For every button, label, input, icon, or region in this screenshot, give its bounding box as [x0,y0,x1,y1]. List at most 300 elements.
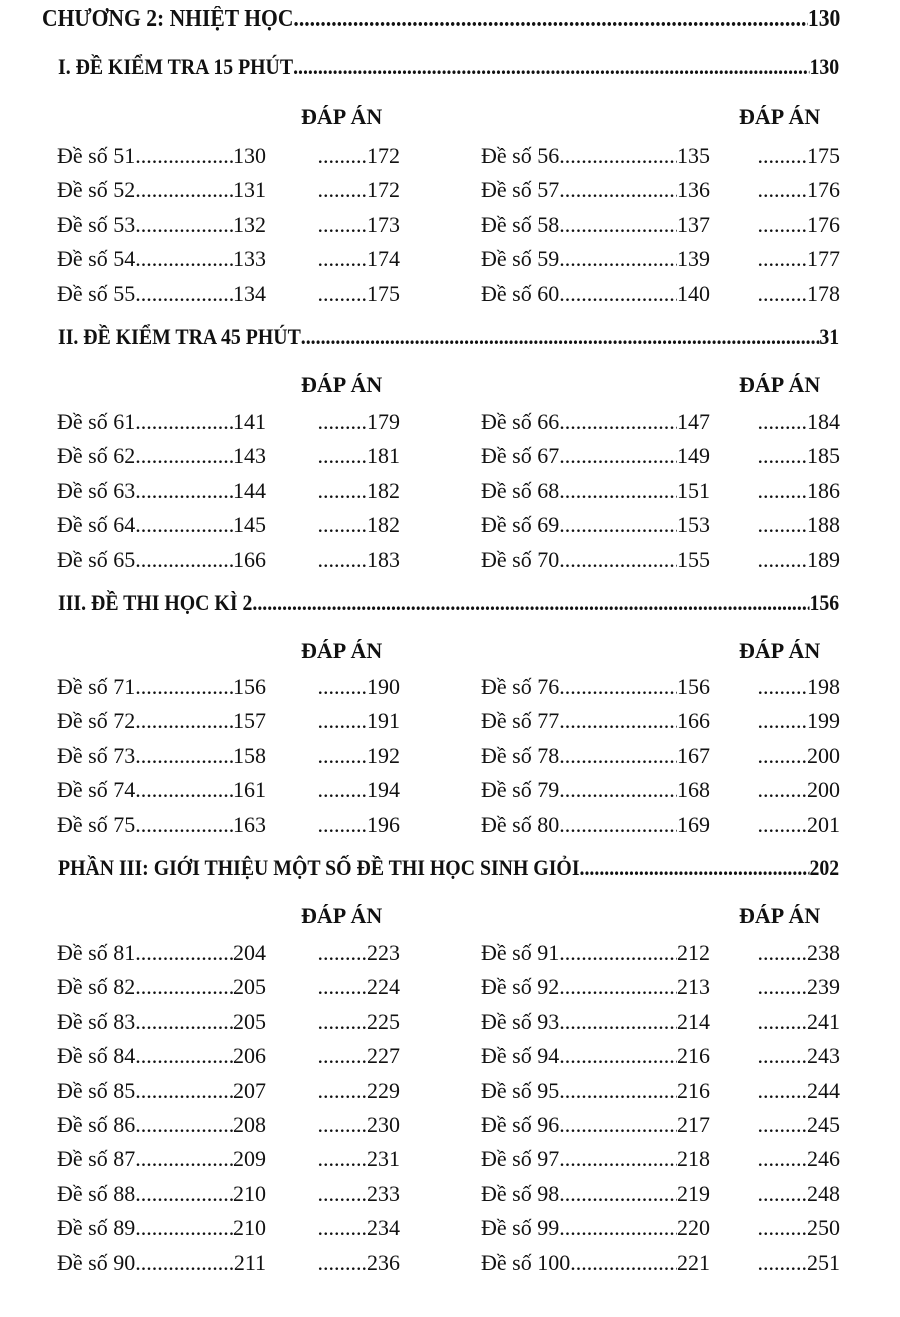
exam-entry-link[interactable] [481,1110,710,1140]
exam-name: Đề số 64 [57,512,136,538]
dot-leader [559,545,677,575]
exam-entry-link[interactable] [57,1248,266,1278]
dot-leader [740,972,807,1002]
exam-name: Đề số 75 [57,811,136,837]
dot-leader [135,279,233,309]
dot-leader [740,1213,807,1243]
answer-page-number: 239 [807,974,840,1000]
answer-page-link[interactable] [740,1007,840,1037]
dot-leader [302,1144,367,1174]
dot-leader [559,1110,677,1140]
dot-leader [559,141,677,171]
exam-name: Đề số 99 [481,1215,560,1241]
answer-page-link[interactable] [302,741,400,771]
exam-entry-link[interactable] [481,279,710,309]
exam-entry-link[interactable] [481,441,710,471]
exam-entry-link[interactable] [57,1144,266,1174]
dot-leader [135,938,233,968]
answer-page-number: 227 [367,1043,400,1069]
dot-leader [302,810,367,840]
exam-name: Đề số 59 [481,246,560,272]
dot-leader [740,1144,807,1174]
exam-name: Đề số 66 [481,409,560,434]
exam-entry-link[interactable] [57,407,266,437]
answer-page-link[interactable] [302,210,400,240]
dot-leader [740,775,807,805]
answer-page-link[interactable] [302,810,400,840]
dot-leader [135,1110,233,1140]
exam-entry-link[interactable] [57,210,266,240]
answer-page-number: 200 [807,742,840,768]
dot-leader [135,741,233,771]
dot-leader [740,175,807,205]
answer-page-number: 192 [367,742,400,768]
exam-name: Đề số 73 [57,742,136,768]
answer-page-link[interactable] [302,1041,400,1071]
answer-page-link[interactable] [302,1179,400,1209]
dot-leader [559,175,677,205]
answer-page-number: 175 [367,280,400,306]
dot-leader [559,1007,677,1037]
exam-name: Đề số 77 [481,708,560,734]
exam-entry-link[interactable] [481,672,710,702]
answer-page-number: 175 [807,143,840,168]
dot-leader [580,855,810,881]
exam-name: Đề số 54 [57,246,136,272]
exam-page-number: 132 [233,211,266,237]
answer-page-number: 201 [807,811,840,837]
answer-page-number: 178 [807,280,840,306]
dot-leader [559,1041,677,1071]
answer-page-link[interactable] [302,175,400,205]
exam-page-number: 131 [233,177,266,203]
exam-entry-link[interactable] [481,810,710,840]
exam-entry-link[interactable] [481,476,710,506]
answer-page-number: 184 [807,409,840,434]
exam-entry-link[interactable] [57,1110,266,1140]
dot-leader [740,1248,807,1278]
dot-leader [293,6,807,33]
exam-name: Đề số 56 [481,143,560,168]
exam-entry-link[interactable] [481,244,710,274]
exam-name: Đề số 93 [481,1008,560,1034]
dot-leader [302,672,367,702]
exam-name: Đề số 83 [57,1008,136,1034]
answer-page-number: 186 [807,477,840,503]
answer-page-link[interactable] [740,938,840,968]
section-page-number: 156 [809,590,840,615]
exam-entry-link[interactable] [481,1248,710,1278]
dot-leader [740,1110,807,1140]
exam-name: Đề số 72 [57,708,136,734]
answer-column-header: ĐÁP ÁN [301,903,383,928]
answer-page-number: 245 [807,1112,840,1137]
dot-leader [740,141,807,171]
exam-entry-link[interactable] [57,972,266,1002]
answer-page-link[interactable] [740,810,840,840]
answer-page-link[interactable] [740,1041,840,1071]
exam-name: Đề số 82 [57,974,136,1000]
dot-leader [135,1007,233,1037]
dot-leader [559,1144,677,1174]
answer-column-header: ĐÁP ÁN [739,372,821,397]
exam-name: Đề số 60 [481,280,560,306]
answer-page-number: 199 [807,708,840,734]
answer-page-number: 236 [367,1249,400,1275]
answer-page-link[interactable] [740,407,840,437]
dot-leader [135,210,233,240]
dot-leader [740,810,807,840]
dot-leader [135,545,233,575]
answer-page-link[interactable] [302,1076,400,1106]
dot-leader [302,441,367,471]
exam-entry-link[interactable] [481,407,710,437]
answer-page-number: 176 [807,177,840,203]
section-heading[interactable] [58,590,839,616]
answer-page-link[interactable] [740,741,840,771]
answer-page-link[interactable] [740,672,840,702]
answer-page-number: 233 [367,1180,400,1206]
dot-leader [135,441,233,471]
dot-leader [301,324,820,350]
exam-entry-link[interactable] [57,441,266,471]
exam-entry-link[interactable] [57,775,266,805]
dot-leader [559,706,677,736]
dot-leader [302,510,367,540]
exam-page-number: 133 [233,246,266,272]
exam-entry-link[interactable] [57,175,266,205]
dot-leader [740,441,807,471]
exam-page-number: 151 [677,477,710,503]
dot-leader [559,810,677,840]
exam-entry-link[interactable] [57,510,266,540]
dot-leader [740,510,807,540]
answer-page-link[interactable] [740,706,840,736]
exam-name: Đề số 67 [481,443,560,469]
answer-page-link[interactable] [302,1144,400,1174]
answer-page-link[interactable] [740,972,840,1002]
answer-page-link[interactable] [740,775,840,805]
answer-page-link[interactable] [302,1248,400,1278]
dot-leader [302,972,367,1002]
exam-entry-link[interactable] [57,545,266,575]
exam-page-number: 205 [233,974,266,1000]
exam-page-number: 163 [233,811,266,837]
answer-page-number: 238 [807,940,840,965]
dot-leader [135,1144,233,1174]
exam-entry-link[interactable] [481,706,710,736]
exam-entry-link[interactable] [481,210,710,240]
dot-leader [559,741,677,771]
dot-leader [302,545,367,575]
exam-page-number: 135 [677,143,710,168]
exam-page-number: 156 [677,674,710,699]
exam-entry-link[interactable] [57,938,266,968]
exam-entry-link[interactable] [57,476,266,506]
exam-page-number: 145 [233,512,266,538]
dot-leader [135,141,233,171]
dot-leader [135,775,233,805]
answer-page-number: 185 [807,443,840,469]
dot-leader [302,1248,367,1278]
exam-page-number: 212 [677,940,710,965]
answer-page-link[interactable] [740,279,840,309]
dot-leader [302,141,367,171]
dot-leader [135,706,233,736]
answer-page-number: 229 [367,1077,400,1103]
exam-name: Đề số 94 [481,1043,560,1069]
answer-page-number: 179 [367,409,400,434]
answer-page-link[interactable] [302,706,400,736]
exam-page-number: 219 [677,1180,710,1206]
answer-page-number: 241 [807,1008,840,1034]
exam-entry-link[interactable] [481,1144,710,1174]
exam-name: Đề số 63 [57,477,136,503]
exam-entry-link[interactable] [481,510,710,540]
exam-page-number: 147 [677,409,710,434]
section-page-number: 130 [809,54,840,79]
dot-leader [135,244,233,274]
dot-leader [135,175,233,205]
dot-leader [135,510,233,540]
exam-name: Đề số 90 [57,1249,136,1275]
answer-page-link[interactable] [302,1007,400,1037]
dot-leader [302,741,367,771]
exam-entry-link[interactable] [57,741,266,771]
exam-name: Đề số 69 [481,512,560,538]
answer-page-link[interactable] [740,1110,840,1140]
chapter-heading[interactable] [42,6,840,33]
dot-leader [740,741,807,771]
exam-page-number: 167 [677,742,710,768]
exam-name: Đề số 52 [57,177,136,203]
answer-page-number: 224 [367,974,400,1000]
exam-page-number: 155 [677,546,710,572]
exam-entry-link[interactable] [481,1076,710,1106]
answer-page-link[interactable] [302,476,400,506]
exam-name: Đề số 71 [57,674,136,699]
exam-page-number: 220 [677,1215,710,1241]
answer-page-link[interactable] [740,476,840,506]
exam-entry-link[interactable] [57,141,266,171]
dot-leader [740,672,807,702]
dot-leader [302,1179,367,1209]
exam-page-number: 158 [233,742,266,768]
section-heading[interactable] [58,54,839,80]
exam-page-number: 149 [677,443,710,469]
answer-page-link[interactable] [740,1213,840,1243]
answer-page-link[interactable] [740,1076,840,1106]
exam-name: Đề số 76 [481,674,560,699]
answer-page-link[interactable] [740,441,840,471]
exam-entry-link[interactable] [481,972,710,1002]
answer-page-number: 244 [807,1077,840,1103]
exam-entry-link[interactable] [57,1007,266,1037]
exam-name: Đề số 70 [481,546,560,572]
exam-entry-link[interactable] [57,1041,266,1071]
dot-leader [302,407,367,437]
exam-page-number: 217 [677,1112,710,1137]
answer-page-number: 183 [367,546,400,572]
exam-entry-link[interactable] [481,175,710,205]
section-heading[interactable] [58,855,839,881]
answer-column-header: ĐÁP ÁN [739,903,821,928]
exam-name: Đề số 68 [481,477,560,503]
exam-name: Đề số 53 [57,211,136,237]
exam-entry-link[interactable] [57,810,266,840]
answer-page-link[interactable] [740,1179,840,1209]
exam-name: Đề số 96 [481,1112,560,1137]
dot-leader [302,775,367,805]
answer-column-header: ĐÁP ÁN [301,372,383,397]
dot-leader [302,175,367,205]
dot-leader [740,476,807,506]
exam-entry-link[interactable] [57,672,266,702]
answer-page-link[interactable] [302,775,400,805]
exam-entry-link[interactable] [57,706,266,736]
answer-column-header: ĐÁP ÁN [301,638,383,663]
answer-page-number: 248 [807,1180,840,1206]
dot-leader [135,1041,233,1071]
answer-page-link[interactable] [740,1248,840,1278]
answer-page-link[interactable] [302,1110,400,1140]
answer-page-link[interactable] [740,210,840,240]
answer-page-link[interactable] [302,672,400,702]
dot-leader [559,210,677,240]
dot-leader [559,972,677,1002]
exam-entry-link[interactable] [481,1213,710,1243]
exam-name: Đề số 79 [481,777,560,803]
answer-page-number: 230 [367,1112,400,1137]
exam-entry-link[interactable] [481,938,710,968]
dot-leader [135,1248,234,1278]
answer-page-link[interactable] [740,141,840,171]
exam-entry-link[interactable] [57,1076,266,1106]
dot-leader [570,1248,677,1278]
exam-page-number: 139 [677,246,710,272]
exam-name: Đề số 91 [481,940,560,965]
answer-page-link[interactable] [740,244,840,274]
dot-leader [740,1041,807,1071]
exam-entry-link[interactable] [481,545,710,575]
section-page-number: 31 [819,324,840,349]
answer-page-link[interactable] [302,1213,400,1243]
exam-entry-link[interactable] [481,741,710,771]
exam-entry-link[interactable] [481,1007,710,1037]
exam-page-number: 168 [677,777,710,803]
exam-page-number: 206 [233,1043,266,1069]
exam-entry-link[interactable] [481,1179,710,1209]
dot-leader [302,210,367,240]
answer-page-number: 196 [367,811,400,837]
exam-name: Đề số 80 [481,811,560,837]
answer-page-number: 198 [807,674,840,699]
exam-name: Đề số 86 [57,1112,136,1137]
chapter-title: CHƯƠNG 2: NHIỆT HỌC [42,6,294,32]
answer-page-number: 194 [367,777,400,803]
section-heading[interactable] [58,324,839,350]
section-title: III. ĐỀ THI HỌC KÌ 2 [58,590,253,615]
exam-page-number: 157 [233,708,266,734]
exam-page-number: 136 [677,177,710,203]
answer-page-link[interactable] [302,279,400,309]
answer-page-link[interactable] [302,972,400,1002]
exam-name: Đề số 74 [57,777,136,803]
dot-leader [135,1213,233,1243]
answer-column-header: ĐÁP ÁN [301,104,383,129]
dot-leader [740,210,807,240]
dot-leader [302,1110,367,1140]
exam-page-number: 156 [233,674,266,699]
dot-leader [302,938,367,968]
answer-page-link[interactable] [302,938,400,968]
exam-entry-link[interactable] [57,1179,266,1209]
answer-page-link[interactable] [302,441,400,471]
answer-page-link[interactable] [740,510,840,540]
dot-leader [559,244,677,274]
dot-leader [302,476,367,506]
answer-column-header: ĐÁP ÁN [739,104,821,129]
exam-name: Đề số 89 [57,1215,136,1241]
answer-page-link[interactable] [302,510,400,540]
dot-leader [559,672,677,702]
exam-page-number: 166 [677,708,710,734]
dot-leader [135,407,233,437]
exam-page-number: 210 [233,1215,266,1241]
answer-page-number: 223 [367,940,400,965]
answer-page-link[interactable] [302,141,400,171]
answer-page-number: 172 [367,143,400,168]
dot-leader [135,810,233,840]
answer-page-link[interactable] [302,244,400,274]
answer-page-link[interactable] [740,1144,840,1174]
dot-leader [302,1076,367,1106]
exam-entry-link[interactable] [481,1041,710,1071]
answer-page-link[interactable] [740,545,840,575]
answer-page-link[interactable] [302,545,400,575]
answer-page-link[interactable] [302,407,400,437]
answer-page-number: 188 [807,512,840,538]
exam-page-number: 211 [233,1249,266,1275]
exam-name: Đề số 95 [481,1077,560,1103]
exam-page-number: 169 [677,811,710,837]
chapter-page-number: 130 [807,6,841,32]
exam-page-number: 216 [677,1077,710,1103]
exam-entry-link[interactable] [57,1213,266,1243]
dot-leader [740,1076,807,1106]
exam-entry-link[interactable] [57,244,266,274]
section-title: PHẦN III: GIỚI THIỆU MỘT SỐ ĐỀ THI HỌC SINH GIỎI [58,855,580,880]
exam-entry-link[interactable] [57,279,266,309]
exam-entry-link[interactable] [481,141,710,171]
dot-leader [135,476,233,506]
dot-leader [559,279,677,309]
exam-name: Đề số 84 [57,1043,136,1069]
dot-leader [740,1179,807,1209]
dot-leader [740,938,807,968]
exam-page-number: 207 [233,1077,266,1103]
answer-page-number: 182 [367,512,400,538]
exam-name: Đề số 88 [57,1180,136,1206]
section-page-number: 202 [809,855,840,880]
answer-page-link[interactable] [740,175,840,205]
exam-entry-link[interactable] [481,775,710,805]
exam-page-number: 208 [233,1112,266,1137]
dot-leader [302,1213,367,1243]
exam-page-number: 205 [233,1008,266,1034]
exam-name: Đề số 100 [481,1249,571,1275]
exam-page-number: 130 [233,143,266,168]
